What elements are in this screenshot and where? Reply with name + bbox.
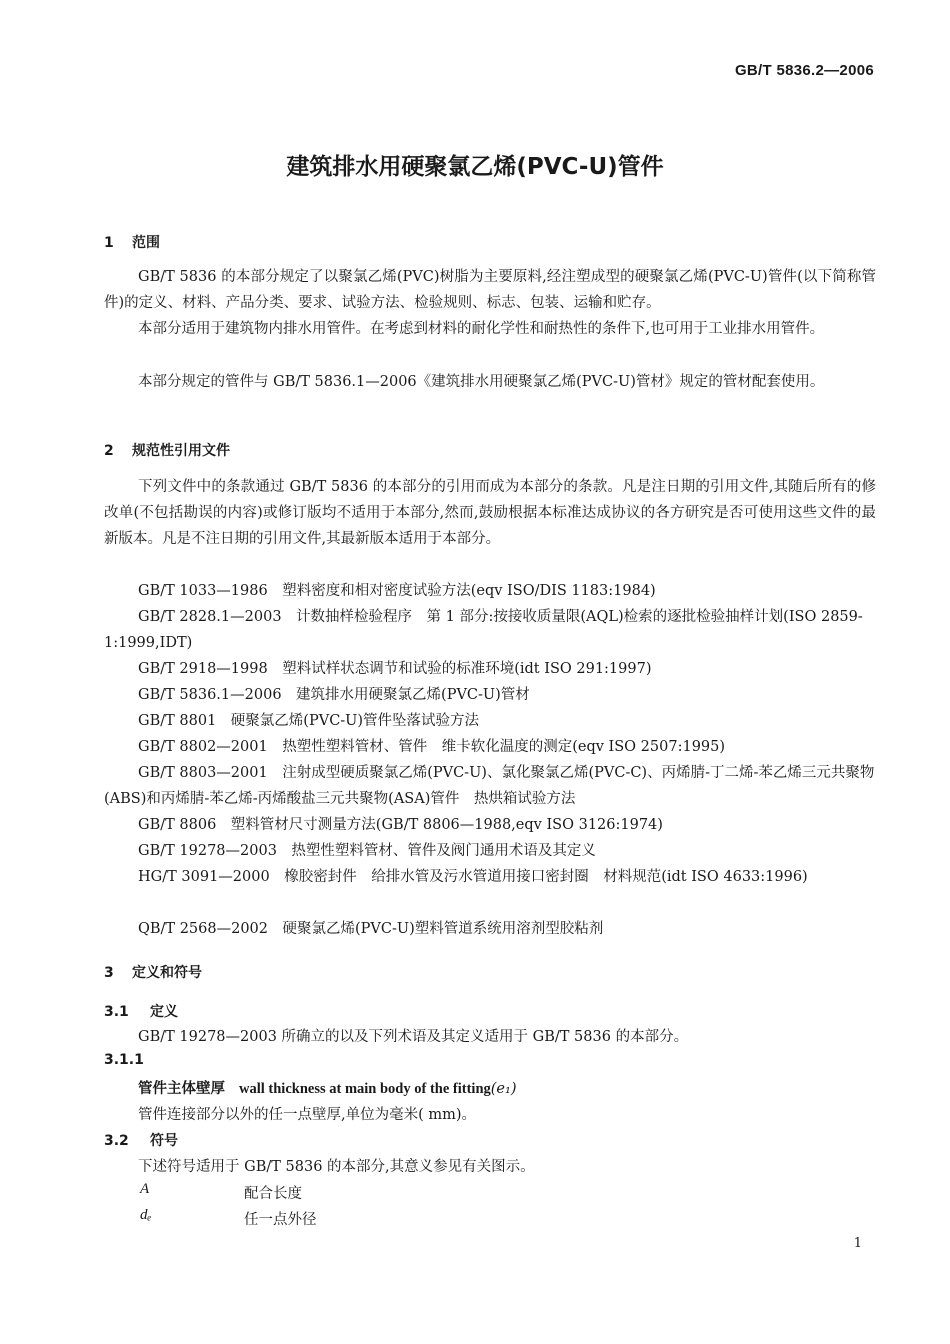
symbol-description: 任一点外径 (244, 1212, 317, 1228)
reference-item: GB/T 8803—2001 注射成型硬质聚氯乙烯(PVC-U)、氯化聚氯乙烯(PVC-C)、丙烯腈-丁二烯-苯乙烯三元共聚物(ABS)和丙烯腈-苯乙烯-丙烯酸盐三元共聚物(ASA)管件 热烘箱试验方法 (104, 765, 875, 807)
reference-item: GB/T 8801 硬聚氯乙烯(PVC-U)管件坠落试验方法 (138, 713, 480, 729)
section-3-1-heading (104, 1001, 178, 1021)
reference-item: GB/T 1033—1986 塑料密度和相对密度试验方法(eqv ISO/DIS 1183:1984) (138, 583, 656, 599)
reference-item: GB/T 8806 塑料管材尺寸测量方法(GB/T 8806—1988,eqv ISO 3126:1974) (138, 817, 663, 833)
term-symbol: (e₁) (490, 1081, 517, 1097)
term-chinese: 管件主体壁厚 (138, 1080, 225, 1097)
section-number: 3 (104, 965, 114, 981)
section-3-1-1-heading (104, 1052, 150, 1068)
reference-item: GB/T 2918—1998 塑料试样状态调节和试验的标准环境(idt ISO 291:1997) (138, 661, 652, 677)
standard-code: GB/T 5836.2—2006 (734, 62, 874, 79)
section-3-heading (104, 962, 202, 982)
section-2-heading (104, 440, 230, 460)
term-definition: 管件连接部分以外的任一点壁厚,单位为毫米( mm)。 (138, 1107, 477, 1123)
section-number: 1 (104, 235, 114, 251)
section-number: 3.1.1 (104, 1052, 144, 1068)
symbol-description: 配合长度 (244, 1186, 302, 1202)
term-english: wall thickness at main body of the fitting (239, 1081, 491, 1097)
sec3-2-text: 下述符号适用于 GB/T 5836 的本部分,其意义参见有关图示。 (138, 1159, 535, 1175)
symbol: dₑ (140, 1207, 152, 1223)
reference-item: GB/T 19278—2003 热塑性塑料管材、管件及阀门通用术语及其定义 (138, 843, 596, 859)
section-number: 2 (104, 443, 114, 459)
section-number: 3.1 (104, 1004, 129, 1020)
term-entry (138, 1077, 516, 1098)
section-1-heading (104, 232, 160, 252)
reference-item: HG/T 3091—2000 橡胶密封件 给排水管及污水管道用接口密封圈 材料规范(idt ISO 4633:1996) (138, 869, 808, 885)
sec1-paragraph-1: GB/T 5836 的本部分规定了以聚氯乙烯(PVC)树脂为主要原料,经注塑成型的硬聚氯乙烯(PVC-U)管件(以下简称管件)的定义、材料、产品分类、要求、试验方法、检验规则、标志、包装、运输和贮存。 (104, 269, 876, 311)
section-3-2-heading (104, 1130, 178, 1150)
sec2-paragraph-1: 下列文件中的条款通过 GB/T 5836 的本部分的引用而成为本部分的条款。凡是注日期的引用文件,其随后所有的修改单(不包括勘误的内容)或修订版均不适用于本部分,然而,鼓励根据本标准达成协议的各方研究是否可使用这些文件的最新版本。凡是不注日期的引用文件,其最新版本适用于本部分。 (104, 479, 876, 547)
sec1-paragraph-3: 本部分规定的管件与 GB/T 5836.1—2006《建筑排水用硬聚氯乙烯(PVC-U)管材》规定的管材配套使用。 (138, 374, 825, 390)
reference-item: GB/T 5836.1—2006 建筑排水用硬聚氯乙烯(PVC-U)管材 (138, 687, 530, 703)
section-title: 规范性引用文件 (132, 443, 230, 459)
reference-item: QB/T 2568—2002 硬聚氯乙烯(PVC-U)塑料管道系统用溶剂型胶粘剂 (138, 921, 604, 937)
section-title: 定义 (150, 1004, 178, 1020)
symbol: A (140, 1181, 150, 1197)
section-title: 定义和符号 (132, 965, 202, 981)
reference-item: GB/T 2828.1—2003 计数抽样检验程序 第 1 部分:按接收质量限(AQL)检索的逐批检验抽样计划(ISO 2859-1:1999,IDT) (104, 609, 863, 651)
sec1-paragraph-2: 本部分适用于建筑物内排水用管件。在考虑到材料的耐化学性和耐热性的条件下,也可用于工业排水用管件。 (138, 321, 825, 337)
sec3-1-text: GB/T 19278—2003 所确立的以及下列术语及其定义适用于 GB/T 5836 的本部分。 (138, 1029, 689, 1045)
reference-item: GB/T 8802—2001 热塑性塑料管材、管件 维卡软化温度的测定(eqv ISO 2507:1995) (138, 739, 726, 755)
section-number: 3.2 (104, 1133, 129, 1149)
section-title: 符号 (150, 1133, 178, 1149)
section-title: 范围 (132, 235, 160, 251)
document-title: 建筑排水用硬聚氯乙烯(PVC-U)管件 (286, 154, 664, 180)
page-number: 1 (853, 1236, 862, 1251)
